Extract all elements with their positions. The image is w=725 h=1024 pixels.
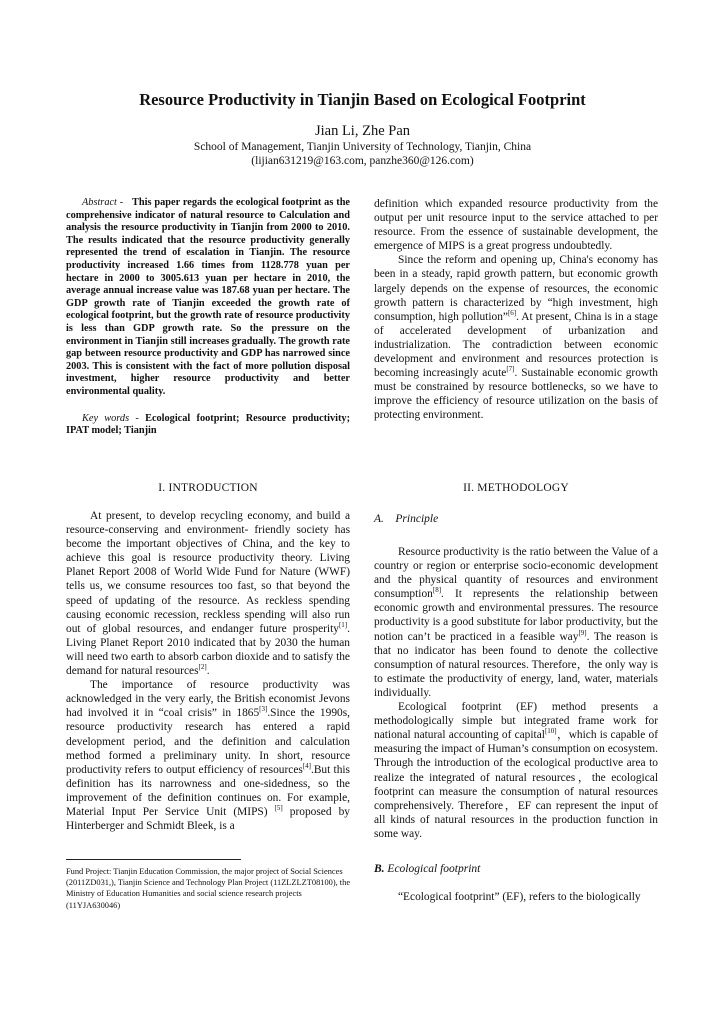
footnote-divider [66, 859, 241, 860]
authors: Jian Li, Zhe Pan [314, 123, 411, 139]
affiliation: School of Management, Tianjin University of Technology, Tianjin, China [193, 141, 532, 153]
paper-title: Resource Productivity in Tianjin Based on Ecological Footprint [139, 90, 586, 109]
abstract-label: Abstract - [82, 197, 124, 208]
subsection-title: Principle [395, 513, 439, 525]
subsection-letter: A. [374, 513, 384, 525]
text-span: Since the reform and opening up, China's economy has been in a steady, rapid growth pattern, but economic growth largely depends on the expense of resources, the economic growth pattern is characterized by “high investment, high consumption, high pollution” [374, 254, 658, 323]
intro-paragraph-1 [66, 509, 350, 678]
text-span: . It represents the relationship between economic growth and environmental pressures. The resource productivity is a good substitute for labor productivity, but the notion can’t be practiced in a feasible way [374, 588, 658, 643]
continued-paragraph: definition which expanded resource productivity from the output per unit resource input to the service attached to per resource. From the essence of sustainable development, the emergence of MIPS is a great progress undoubtedly. [374, 198, 658, 253]
abstract-text: This paper regards the ecological footprint as the comprehensive indicator of natural resource to Calculation and analysis the resource productivity in Tianjin from 2000 to 2010. The results indicated that the resource productivity generally represented the trend of escalation in Tianjin. The resource productivity increased 1.66 times from 1128.778 yuan per hectare in 2000 to 3005.613 yuan per hectare in 2010, the average annual increase value was 187.68 yuan per hectare. The GDP growth rate of Tianjin exceeded the growth rate of ecological footprint, but the growth rate of resource productivity is less than GDP growth rate. So the pressure on the environment in Tianjin still increases gradually. The growth rate gap between resource productivity and GDP has narrowed since 2003. This is consistent with the fact of more pollution disposal investment, higher resource productivity and better environmental quality. [66, 197, 350, 397]
text-span: .Since the 1990s, resource productivity research has entered a rapid development period, and the definition and calculation method formed a preliminary unity. In short, resource productivity refers to output efficiency of resources [66, 707, 350, 776]
citation: [6] [507, 308, 517, 317]
text-span: . Sustainable economic growth must be constrained by resource bottlenecks, so we have to improve the efficiency of resource utilization on the basis of protecting environment. [374, 367, 659, 422]
reform-paragraph [374, 253, 658, 422]
methodology-body [374, 545, 658, 841]
citation: [9] [578, 628, 587, 637]
emails: (lijian631219@163.com, panzhe360@126.com) [251, 155, 474, 167]
text-span: ，which is capable of measuring the impact of Human’s consumption on ecosystem. Through the introduction of the ecological productive area to realize the integrated of natural resources，the ecological footprint can measure the consumption of natural resources comprehensively. Therefore，EF can represent the input of all kinds of natural resources in the production function in some way. [374, 729, 658, 840]
citation: [4] [302, 761, 311, 770]
text-span: Ecological footprint (EF) method presents a methodologically simple but integrated frame work for national natural accounting of capital [374, 701, 658, 742]
text-span: . [206, 665, 210, 678]
subsection-ecological-footprint [374, 862, 658, 876]
left-column-top [66, 197, 350, 438]
text-span: Resource productivity is the ratio between the Value of a country or region or enterprise socio-economic development and the physical quantity of resources and environment consumption [374, 546, 658, 601]
text-span: At present, to develop recycling economy, and build a resource-conserving and environment- friendly society has become the important objectives of China, and the key to achieve this goal is resource productivity theory. Living Planet Report 2008 of World Wide Fund for Nature (WWF) tells us, we consume resources too fast, so that beyond the speed of updating of the resource. As reckless spending causing economic recession, reckless spending will also run out of global resources, and endanger future prosperity [66, 510, 350, 635]
subsection-principle [374, 512, 658, 526]
text-span: proposed by Hinterberger and Schmidt Bleek, is a [66, 805, 350, 833]
keywords-text: Ecological footprint; Resource productivity; IPAT model; Tianjin [66, 412, 350, 437]
text-span: The importance of resource productivity was acknowledged in the very early, the British economist Jevons had involved it in “coal crisis” in 1865 [66, 679, 350, 720]
citation: [5] [274, 804, 283, 813]
right-column-top [374, 197, 658, 423]
footnote: Fund Project: Tianjin Education Commission, the major project of Social Sciences (2011ZD031,), Tianjin Science and Technology Plan Project (11ZLZLZT08100), the Ministry of Education Humanities and social science research projects (11YJA630046) [66, 867, 351, 910]
principle-paragraph-2 [374, 700, 658, 841]
section-heading-introduction: I. INTRODUCTION [158, 482, 258, 494]
citation: [3] [259, 705, 268, 714]
citation: [7] [506, 365, 515, 374]
section-heading-methodology: II. METHODOLOGY [463, 482, 569, 494]
introduction-body [66, 509, 350, 833]
principle-paragraph-1 [374, 545, 658, 700]
abstract [66, 197, 350, 399]
citation: [2] [198, 663, 207, 672]
affiliation-block [0, 140, 725, 168]
keywords [66, 413, 350, 438]
keywords-label: Key words - [82, 412, 139, 424]
ecological-footprint-body [374, 890, 658, 904]
text-span: . At present, China is in a stage of accelerated development of urbanization and industrialization. The contradiction between economic development and environment and resources protection is becoming increasingly acute [374, 310, 658, 380]
text-span: .But this definition has its narrowness and one-sidedness, so the improvement of the definition continues on. For example, Material Input Per Service Unit (MIPS) [66, 763, 350, 818]
ef-paragraph: “Ecological footprint” (EF), refers to the biologically [398, 891, 641, 903]
text-span: . Living Planet Report 2010 indicated that by 2030 the human will need two earth to absorb carbon dioxide and to satisfy the demand for natural resources [66, 622, 350, 678]
subsection-letter: B. [374, 863, 385, 875]
text-span: . The reason is that no indicator has been found to denote the collective consumption of natural resources. Therefore，the only way is to estimate the productivity of energy, land, water, materials individually. [374, 630, 658, 699]
citation: [10] [544, 727, 557, 736]
intro-paragraph-2 [66, 678, 350, 833]
citation: [1] [338, 620, 348, 629]
citation: [8] [432, 586, 442, 595]
subsection-title: Ecological footprint [387, 863, 481, 875]
